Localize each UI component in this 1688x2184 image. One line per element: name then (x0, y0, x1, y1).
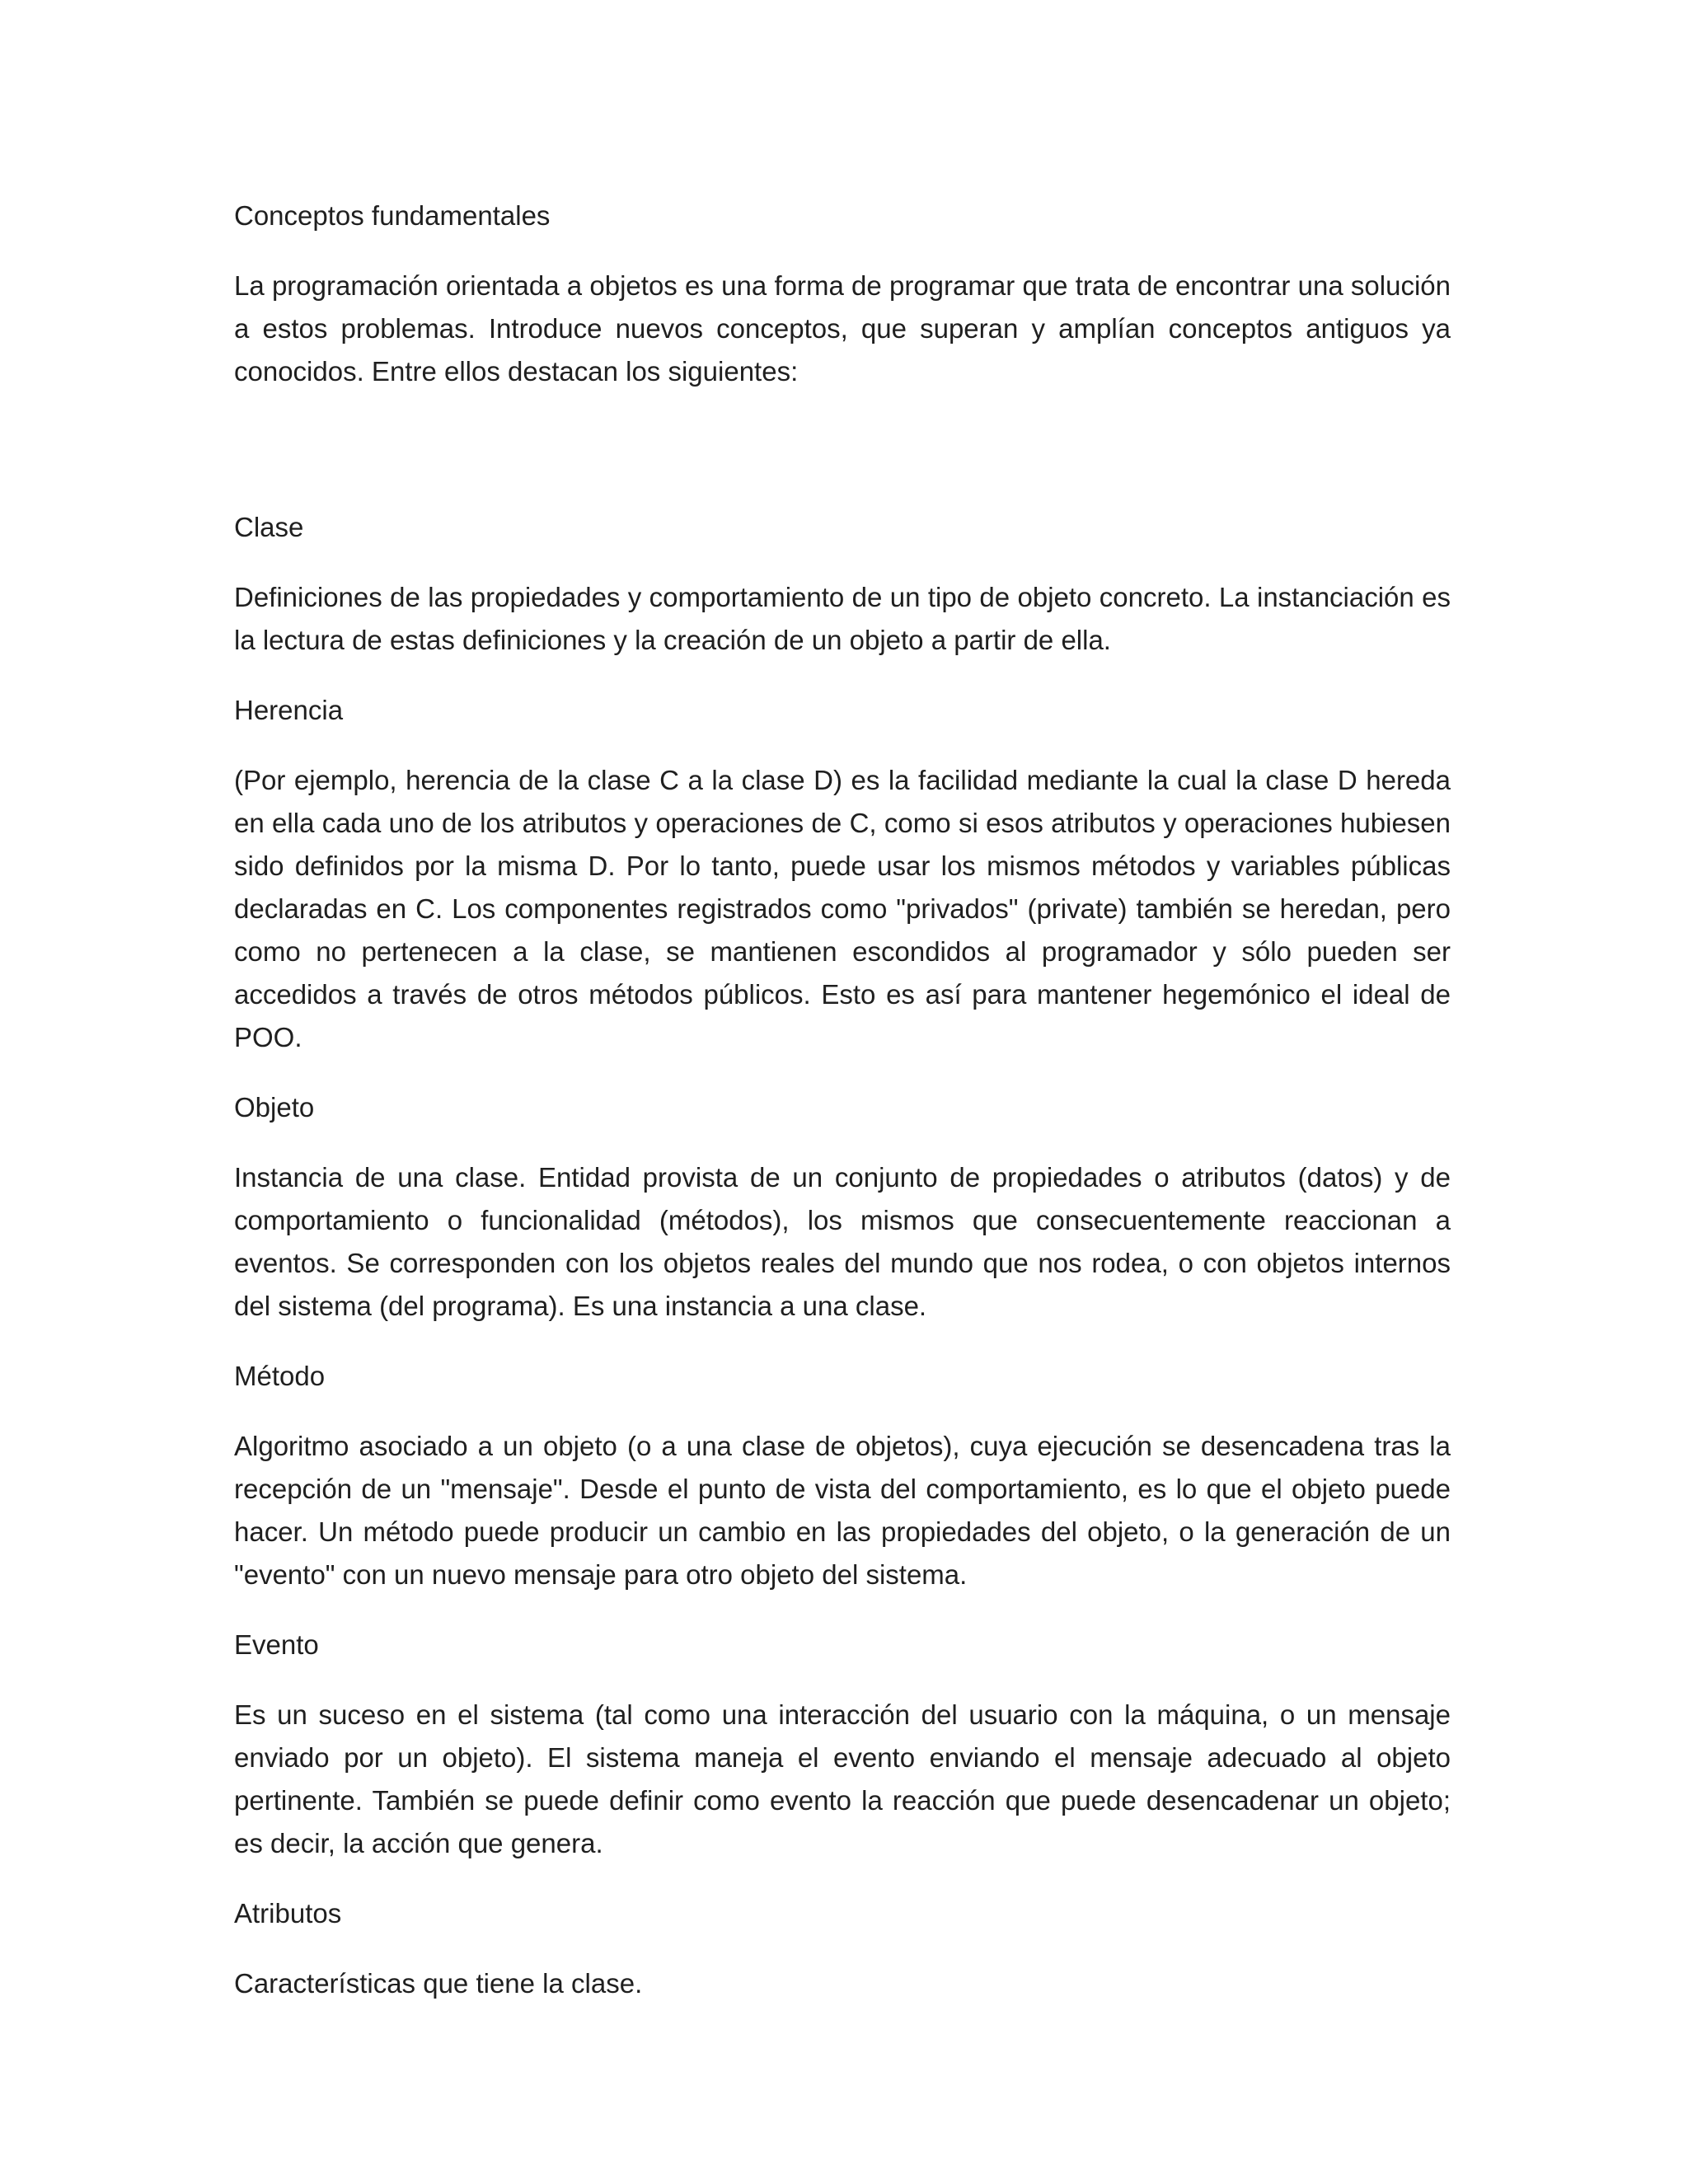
section-text-clase: Definiciones de las propiedades y comportamiento de un tipo de objeto concreto. La instanciación es la lectura de estas definiciones y la creación de un objeto a partir de ella. (234, 582, 1451, 655)
section-text-objeto: Instancia de una clase. Entidad provista de un conjunto de propiedades o atributos (datos) y de comportamiento o funcionalidad (métodos), los mismos que consecuentemente reaccionan a eventos. Se corresponden con los objetos reales del mundo que nos rodea, o con objetos internos del sistema (del programa). Es una instancia a una clase. (234, 1162, 1451, 1321)
section-heading-atributos: Atributos (234, 1898, 342, 1929)
intro-paragraph: La programación orientada a objetos es una forma de programar que trata de encontrar una solución a estos problemas. Introduce nuevos conceptos, que superan y amplían conceptos antiguos ya conocidos. Entre ellos destacan los siguientes: (234, 270, 1451, 387)
section-heading-objeto: Objeto (234, 1092, 315, 1122)
document-title: Conceptos fundamentales (234, 200, 551, 231)
section-heading-metodo: Método (234, 1361, 326, 1391)
section-heading-herencia: Herencia (234, 695, 344, 725)
section-text-metodo: Algoritmo asociado a un objeto (o a una clase de objetos), cuya ejecución se desencadena tras la recepción de un "mensaje". Desde el punto de vista del comportamiento, es lo que el objeto puede hacer. Un método puede producir un cambio en las propiedades del objeto, o la generación de un "evento" con un nuevo mensaje para otro objeto del sistema. (234, 1431, 1451, 1590)
section-text-atributos: Características que tiene la clase. (234, 1968, 643, 1999)
section-text-evento: Es un suceso en el sistema (tal como una interacción del usuario con la máquina, o un mensaje enviado por un objeto). El sistema maneja el evento enviando el mensaje adecuado al objeto pertinente. También se puede definir como evento la reacción que puede desencadenar un objeto; es decir, la acción que genera. (234, 1699, 1451, 1858)
section-heading-clase: Clase (234, 512, 304, 542)
document-body (234, 194, 1451, 2032)
section-heading-evento: Evento (234, 1629, 319, 1660)
section-text-herencia: (Por ejemplo, herencia de la clase C a la clase D) es la facilidad mediante la cual la clase D hereda en ella cada uno de los atributos y operaciones de C, como si esos atributos y operaciones hubiesen sido definidos por la misma D. Por lo tanto, puede usar los mismos métodos y variables públicas declaradas en C. Los componentes registrados como "privados" (private) también se heredan, pero como no pertenecen a la clase, se mantienen escondidos al programador y sólo pueden ser accedidos a través de otros métodos públicos. Esto es así para mantener hegemónico el ideal de POO. (234, 765, 1451, 1052)
